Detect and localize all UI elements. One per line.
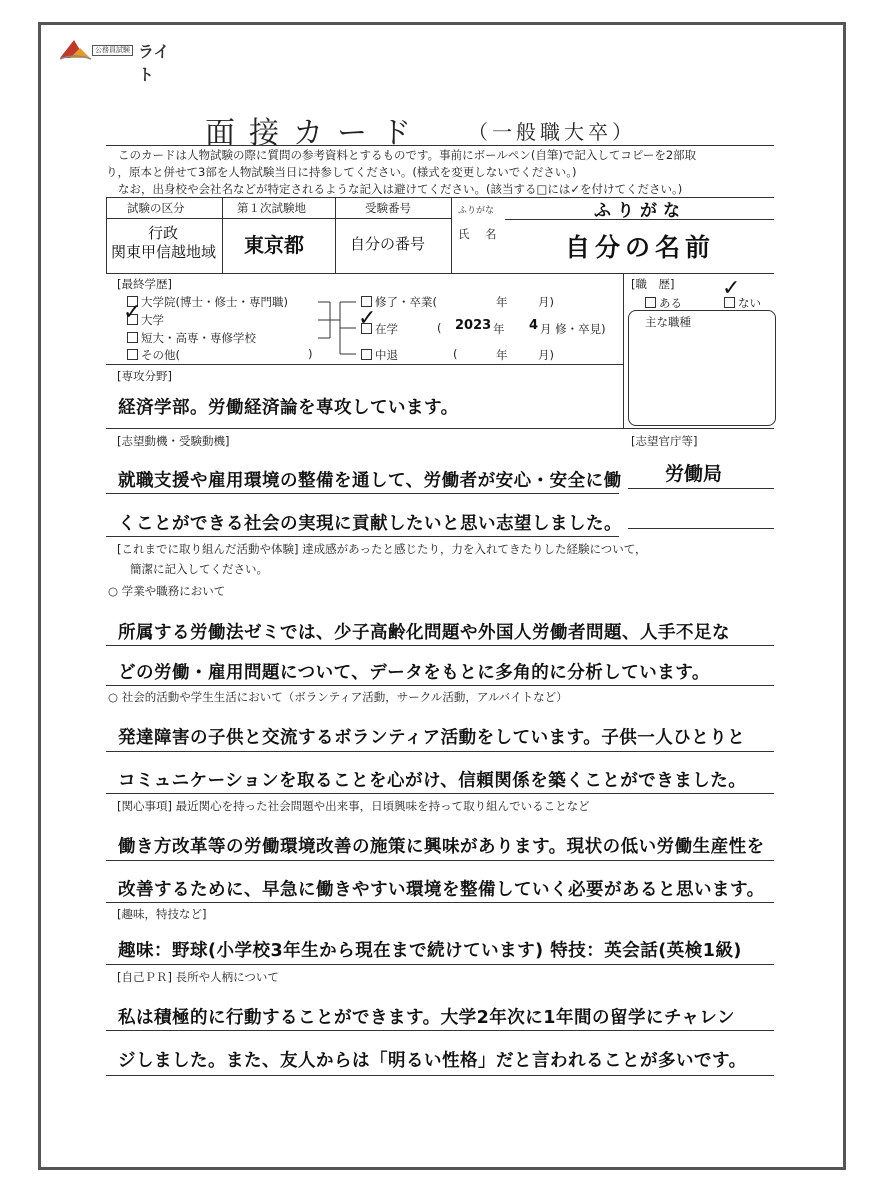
option-label: 大学 [141,313,164,327]
mountain-logo-icon [58,36,92,62]
education-connector [312,296,360,360]
status-label: 在学 [375,322,398,336]
number-label: 受験番号 [365,201,411,215]
status-checkmark-icon: ✓ [358,306,377,331]
social-line-1: 発達障害の子供と交流するボランティア活動をしています。子供一人ひとりと [118,728,746,748]
logo-text: ライト [138,42,170,84]
name-label: 氏 名 [458,227,499,241]
activities-label-1: [これまでに取り組んだ活動や体験] 達成感があったと感じたり，力を入れてきたりした経験について， [117,542,647,556]
divider [106,1075,774,1076]
study-line-2: どの労働・雇用問題について、データをもとに多角的に分析しています。 [118,663,710,683]
divider [106,645,774,646]
enrolled-month-unit: 月 修・卒見) [540,322,606,336]
brand-logo [58,36,178,84]
divider [106,493,619,494]
divider [106,145,774,146]
divider [106,860,774,861]
education-label: [最終学歴] [117,277,172,291]
logo-subtext: 公務員試験 [92,45,133,56]
motivation-line-2: くことができる社会の実現に貢献したいと思い志望しました。 [118,514,622,534]
interests-label: [関心事項] 最近関心を持った社会問題や出来事，日頃興味を持って取り組んでいることなど [117,799,590,813]
category-value-1: 行政 [148,224,179,242]
site-value: 東京都 [244,233,304,257]
option-label: ない [738,296,761,310]
divider [451,197,452,273]
divider [106,964,774,965]
major-label: [専攻分野] [117,369,172,383]
divider [106,273,774,274]
status-label: 中退 [375,348,398,362]
education-option-grad[interactable] [127,294,288,310]
divider [628,488,774,489]
page-title: 面接カード [205,116,425,151]
divider [106,428,774,429]
hobbies-label: [趣味，特技など] [117,907,207,921]
divider [106,218,451,219]
option-label: ある [659,296,682,310]
instruction-line-3: なお，出身校や会社名などが特定されるような記入は避けてください。(該当する□には✓を付けてください。) [118,182,683,196]
interests-line-2: 改善するために、早急に働きやすい環境を整備していく必要があると思います。 [118,880,765,900]
education-option-other[interactable] [127,347,180,363]
divider [335,197,336,273]
social-label: ○ 社会的活動や学生生活において（ボランティア活動，サークル活動，アルバイトなど） [108,690,568,704]
checkbox[interactable] [645,297,656,308]
career-main-label: 主な職種 [645,315,691,329]
pr-line-2: ジしました。また、友人からは「明るい性格」だと言われることが多いです。 [118,1051,747,1071]
divider [106,751,774,752]
checkbox[interactable] [361,349,372,360]
instruction-line-1: このカードは人物試験の際に質問の参考資料とするものです。事前にボールペン(自筆)で記入してコピーを2部取 [118,148,697,162]
furigana-value: ふりがな [594,201,686,221]
enrolled-year: 2023 [455,318,492,333]
education-option-college[interactable] [127,330,256,346]
motivation-label: [志望動機・受験動機] [117,434,230,448]
number-value: 自分の番号 [350,235,426,253]
divider [628,528,774,529]
activities-label-2: 簡潔に記入してください。 [130,562,268,576]
status-label: 修了・卒業( [375,295,437,309]
study-label: ○ 学業や職務において [108,584,226,598]
option-label: 大学院(博士・修士・専門職) [141,295,288,309]
enrolled-year-unit: 年 [493,322,505,336]
instruction-line-2: り，原本と併せて3部を人物試験当日に持参してください。(様式を変更しないでください。) [106,165,577,179]
category-value-2: 関東甲信越地域 [111,243,217,261]
motivation-line-1: 就職支援や雇用環境の整備を通して、労働者が安心・安全に働 [118,471,622,491]
divider [106,536,619,537]
ministry-label: [志望官庁等] [631,434,698,448]
career-label: [職 歴] [631,277,675,291]
pr-line-1: 私は積極的に行動することができます。大学2年次に1年間の留学にチャレン [118,1008,735,1028]
page-subtitle: （一般職大卒） [468,120,636,144]
status-year-2: 年 [496,348,508,362]
name-value: 自分の名前 [565,233,716,262]
checkbox[interactable] [127,332,138,343]
status-paren-open-2: ( [453,347,458,361]
divider [106,685,774,686]
site-label: 第１次試験地 [237,201,306,215]
option-label: その他( [141,348,180,362]
checkbox[interactable] [127,349,138,360]
study-line-1: 所属する労働法ゼミでは、少子高齢化問題や外国人労働者問題、人手不足な [118,623,730,643]
major-value: 経済学部。労働経済論を専攻しています。 [118,398,459,418]
other-close-paren: ) [308,347,313,361]
option-label: 短大・高専・専修学校 [141,331,256,345]
enrolled-month: 4 [529,318,539,333]
divider [106,197,107,273]
pr-label: [自己ＰＲ] 長所や人柄について [117,970,279,984]
ministry-value: 労働局 [665,463,723,485]
career-checkmark-icon: ✓ [722,276,741,301]
education-checkmark-icon: ✓ [123,300,142,325]
category-label: 試験の区分 [127,201,185,215]
status-month-1: 月) [538,295,554,309]
status-paren-open: ( [437,321,442,335]
divider [106,364,623,365]
status-withdrawn[interactable] [361,347,398,363]
status-month-2: 月) [538,348,554,362]
interests-line-1: 働き方改革等の労働環境改善の施策に興味があります。現状の低い労働生産性を [118,837,765,857]
hobbies-value: 趣味：野球(小学校3年生から現在まで続けています) 特技：英会話(英検1級) [118,941,742,961]
divider [222,197,223,273]
career-yes[interactable] [645,295,682,311]
status-year-1: 年 [496,295,508,309]
furigana-label: ふりがな [458,206,495,216]
divider [106,1030,774,1031]
social-line-2: コミュニケーションを取ることを心がけ、信頼関係を築くことができました。 [118,771,747,791]
divider [106,793,774,794]
divider [106,902,774,903]
divider [623,273,624,428]
